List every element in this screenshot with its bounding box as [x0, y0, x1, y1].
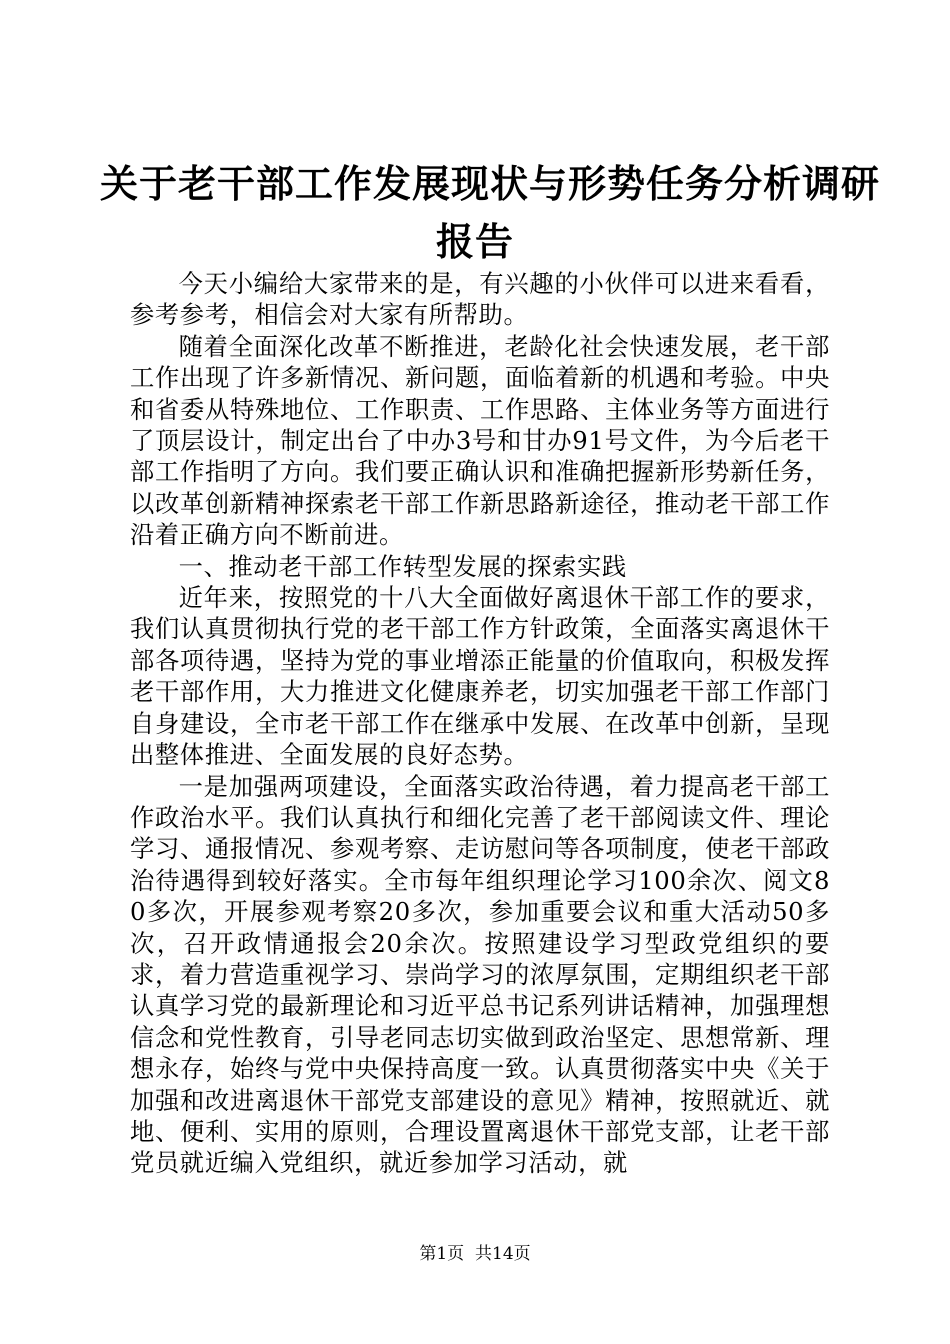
paragraph-intro: 今天小编给大家带来的是，有兴趣的小伙伴可以进来看看，参考参考，相信会对大家有所帮助。 — [130, 269, 830, 330]
paragraph-background: 随着全面深化改革不断推进，老龄化社会快速发展，老干部工作出现了许多新情况、新问题，面临着新的机遇和考验。中央和省委从特殊地位、工作职责、工作思路、主体业务等方面进行了顶层设计，制定出台了中办3号和甘办91号文件，为今后老干部工作指明了方向。我们要正确认识和准确把握新形势新任务，以改革创新精神探索老干部工作新思路新途径，推动老干部工作沿着正确方向不断前进。 — [130, 331, 830, 550]
page-number: 第1页 — [419, 1244, 465, 1264]
page-footer — [0, 1243, 950, 1265]
paragraph-recent-years: 近年来，按照党的十八大全面做好离退休干部工作的要求，我们认真贯彻执行党的老干部工作方针政策，全面落实离退休干部各项待遇，坚持为党的事业增添正能量的价值取向，积极发挥老干部作用，大力推进文化健康养老，切实加强老干部工作部门自身建设，全市老干部工作在继承中发展、在改革中创新，呈现出整体推进、全面发展的良好态势。 — [130, 583, 830, 770]
document-title-line-2: 报告 — [435, 220, 514, 264]
section-heading-1: 一、推动老干部工作转型发展的探索实践 — [178, 551, 627, 581]
page-total: 共14页 — [475, 1244, 531, 1264]
document-title-line-1: 关于老干部工作发展现状与形势任务分析调研 — [100, 162, 881, 206]
document-body — [130, 268, 830, 1179]
footer-separator — [464, 1244, 475, 1264]
paragraph-point-one: 一是加强两项建设，全面落实政治待遇，着力提高老干部工作政治水平。我们认真执行和细化完善了老干部阅读文件、理论学习、通报情况、参观考察、走访慰问等各项制度，使老干部政治待遇得到较好落实。全市每年组织理论学习100余次、阅文80多次，开展参观考察20多次，参加重要会议和重大活动50多次，召开政情通报会20余次。按照建设学习型政党组织的要求，着力营造重视学习、崇尚学习的浓厚氛围，定期组织老干部认真学习党的最新理论和习近平总书记系列讲话精神，加强理想信念和党性教育，引导老同志切实做到政治坚定、思想常新、理想永存，始终与党中央保持高度一致。认真贯彻落实中央《关于加强和改进离退休干部党支部建设的意见》精神，按照就近、就地、便利、实用的原则，合理设置离退休干部党支部，让老干部党员就近编入党组织，就近参加学习活动，就 — [130, 771, 830, 1178]
